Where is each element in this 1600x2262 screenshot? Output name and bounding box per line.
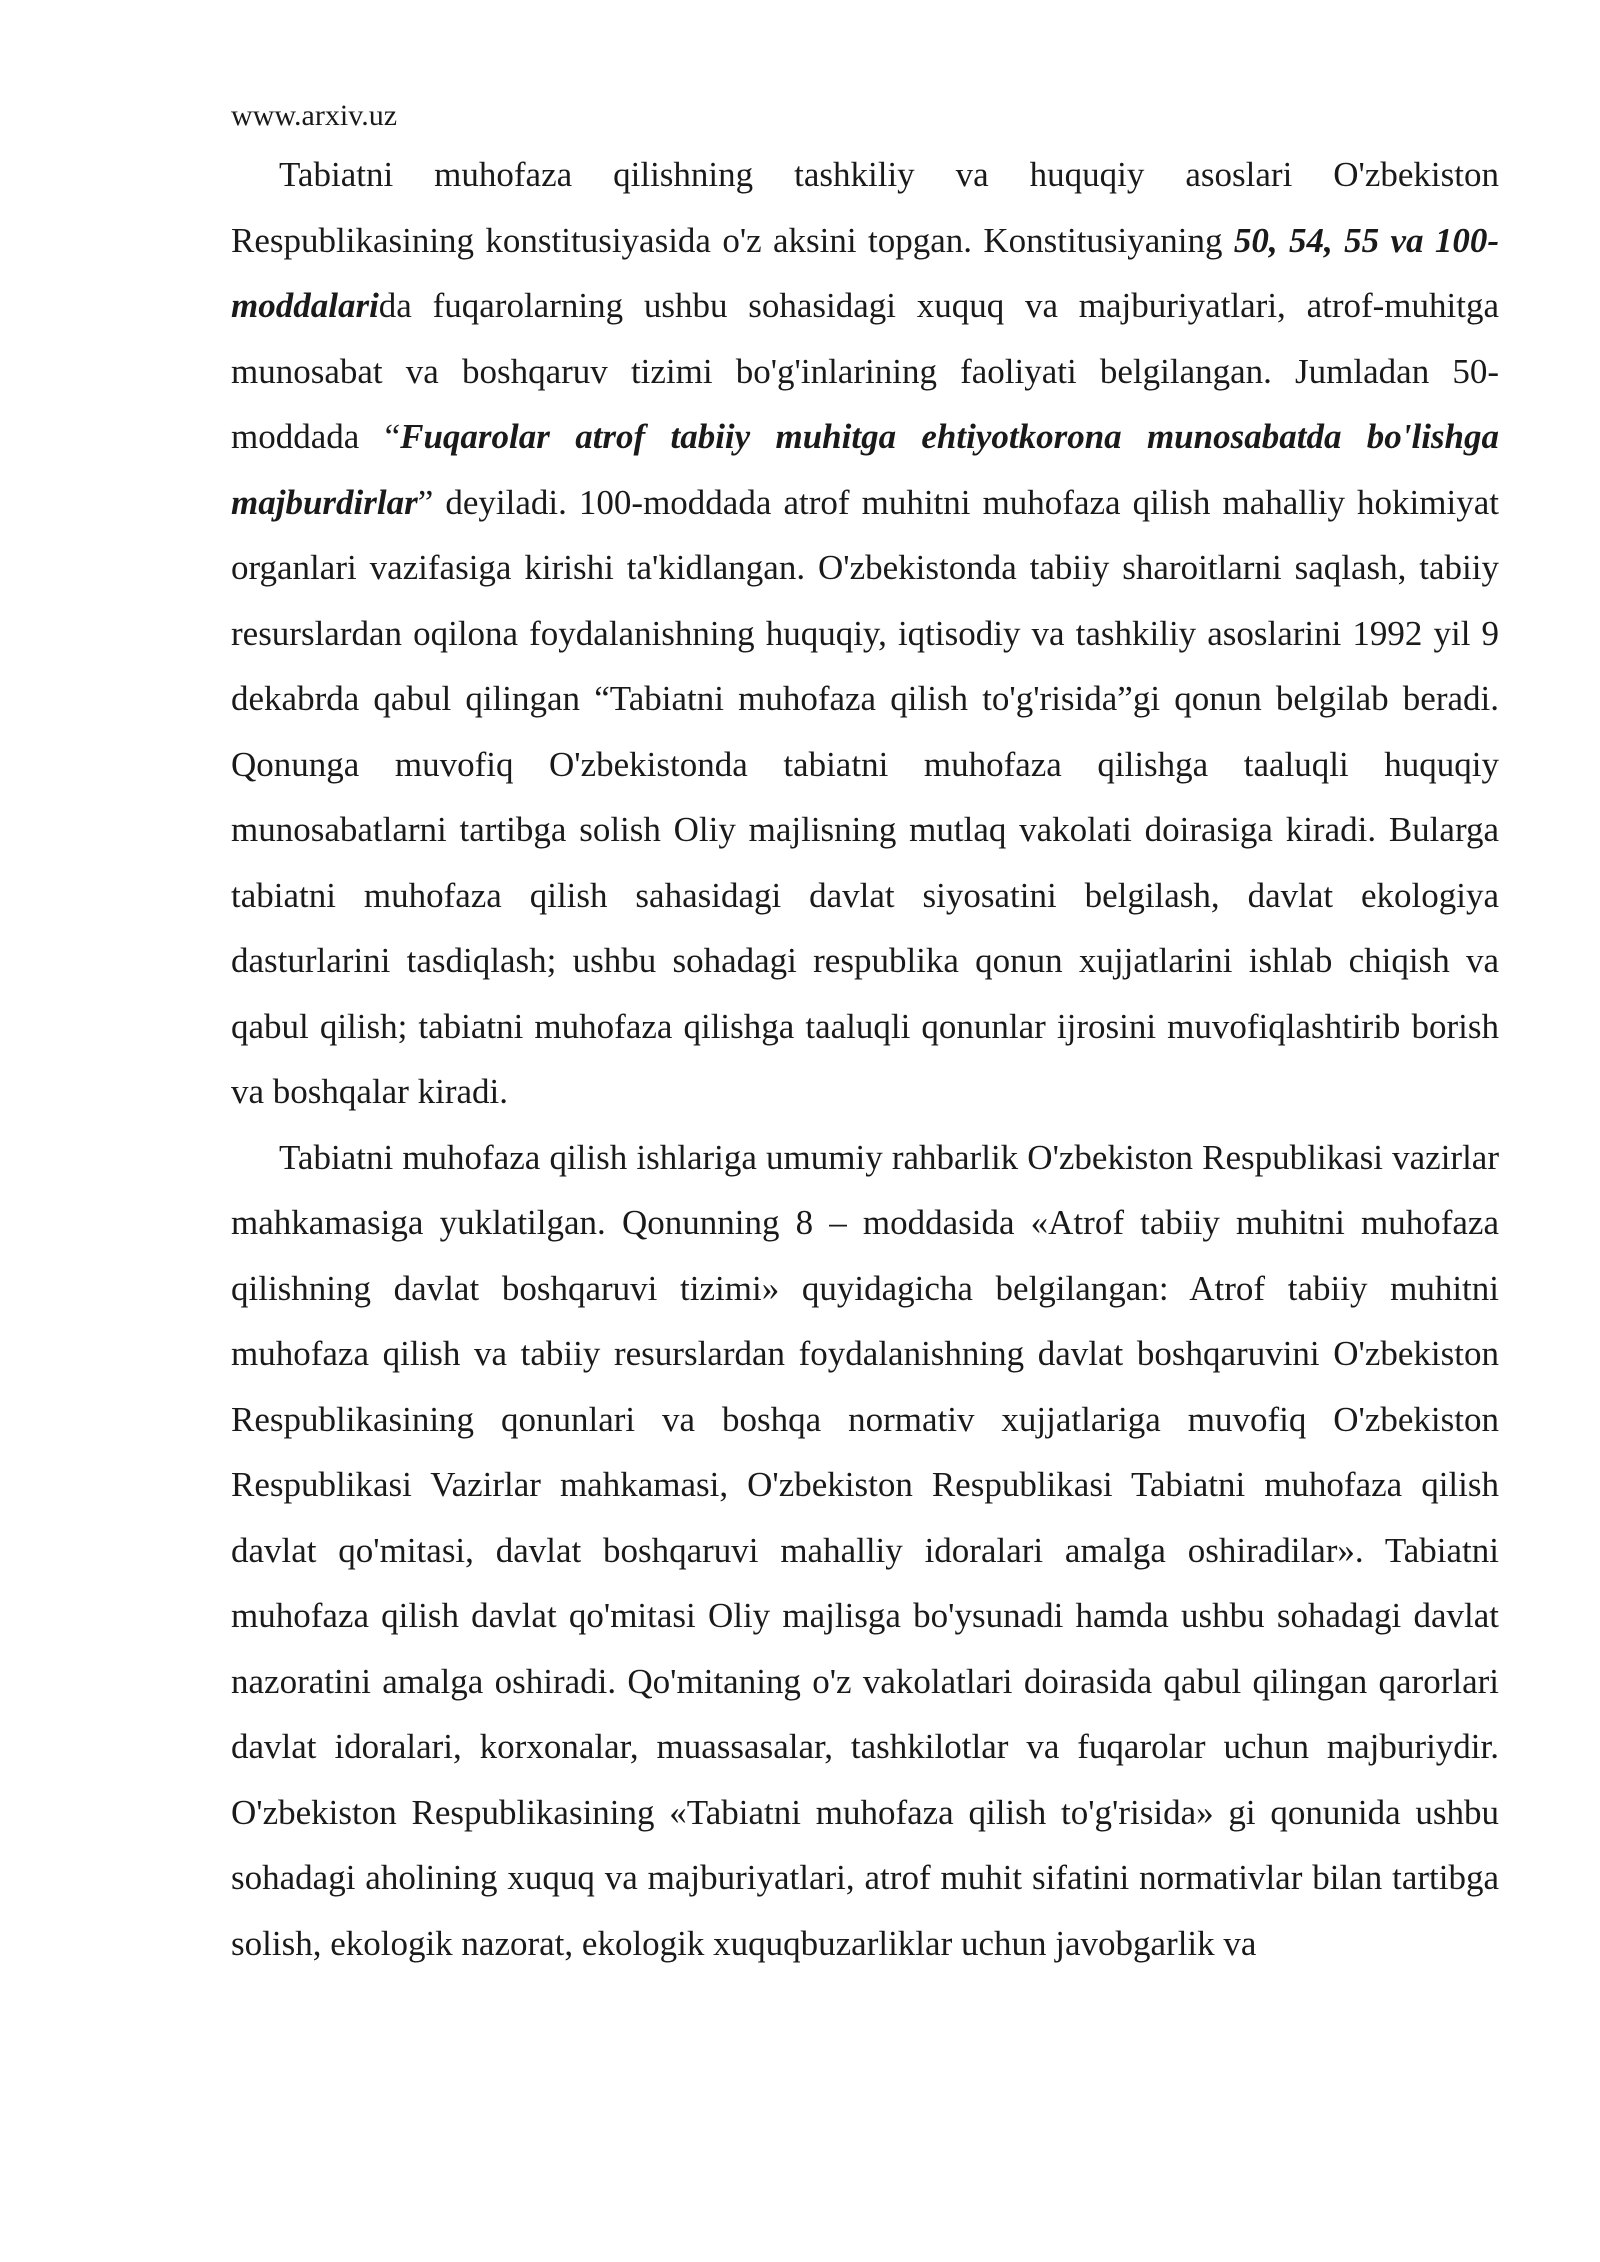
document-page (231, 90, 1499, 1976)
text-run: Tabiatni muhofaza qilish ishlariga umumiy rahbarlik O'zbekiston Respublikasi vazirlar mahkamasiga yuklatilgan. Qonunning 8 – moddasida «Atrof tabiiy muhitni muhofaza qilishning davlat boshqaruvi tizimi» quyidagicha belgilangan: Atrof tabiiy muhitni muhofaza qilish va tabiiy resurslardan foydalanishning davlat boshqaruvini O'zbekiston Respublikasining qonunlari va boshqa normativ xujjatlariga muvofiq O'zbekiston Respublikasi Vazirlar mahkamasi, O'zbekiston Respublikasi Tabiatni muhofaza qilish davlat qo'mitasi, davlat boshqaruvi mahalliy idoralari amalga oshiradilar». Tabiatni muhofaza qilish davlat qo'mitasi Oliy majlisga bo'ysunadi hamda ushbu sohadagi davlat nazoratini amalga oshiradi. Qo'mitaning o'z vakolatlari doirasida qabul qilingan qarorlari davlat idoralari, korxonalar, muassasalar, tashkilotlar va fuqarolar uchun majburiydir. O'zbekiston Respublikasining «Tabiatni muhofaza qilish to'g'risida» gi qonunida ushbu sohadagi aholining xuquq va majburiyatlari, atrof muhit sifatini normativlar bilan tartibga solish, ekologik nazorat, ekologik xuquqbuzarliklar uchun javobgarlik va (231, 1137, 1499, 1963)
site-url-header: www.arxiv.uz (231, 99, 398, 132)
text-run: Tabiatni muhofaza qilishning tashkiliy va huquqiy asoslari O'zbekiston Respublikasining konstitusiyasida o'z aksini topgan. Konstitusiyaning (231, 155, 1499, 260)
text-run: da fuqarolarning ushbu sohasidagi xuquq va majburiyatlari, atrof-muhitga munosabat va boshqaruv tizimi bo'g'inlarining faoliyati belgilangan. Jumladan 50-moddada “ (231, 286, 1499, 456)
text-run: ” deyiladi. 100-moddada atrof muhitni muhofaza qilish mahalliy hokimiyat organlari vazifasiga kirishi ta'kidlangan. O'zbekistonda tabiiy sharoitlarni saqlash, tabiiy resurslardan oqilona foydalanishning huquqiy, iqtisodiy va tashkiliy asoslarini 1992 yil 9 dekabrda qabul qilingan “Tabiatni muhofaza qilish to'g'risida”gi qonun belgilab beradi. Qonunga muvofiq O'zbekistonda tabiatni muhofaza qilishga taaluqli huquqiy munosabatlarni tartibga solish Oliy majlisning mutlaq vakolati doirasiga kiradi. Bularga tabiatni muhofaza qilish sahasidagi davlat siyosatini belgilash, davlat ekologiya dasturlarini tasdiqlash; ushbu sohadagi respublika qonun xujjatlarini ishlab chiqish va qabul qilish; tabiatni muhofaza qilishga taaluqli qonunlar ijrosini muvofiqlashtirib borish va boshqalar kiradi. (231, 482, 1499, 1111)
paragraph-1 (231, 142, 1499, 1125)
emphasis-quote: Fuqarolar atrof tabiiy muhitga ehtiyotkorona munosabatda bo'lishga majburdirlar (231, 417, 1500, 522)
emphasis-articles: 50, 54, 55 va 100-moddalari (231, 220, 1499, 325)
paragraph-2 (231, 1125, 1499, 1977)
